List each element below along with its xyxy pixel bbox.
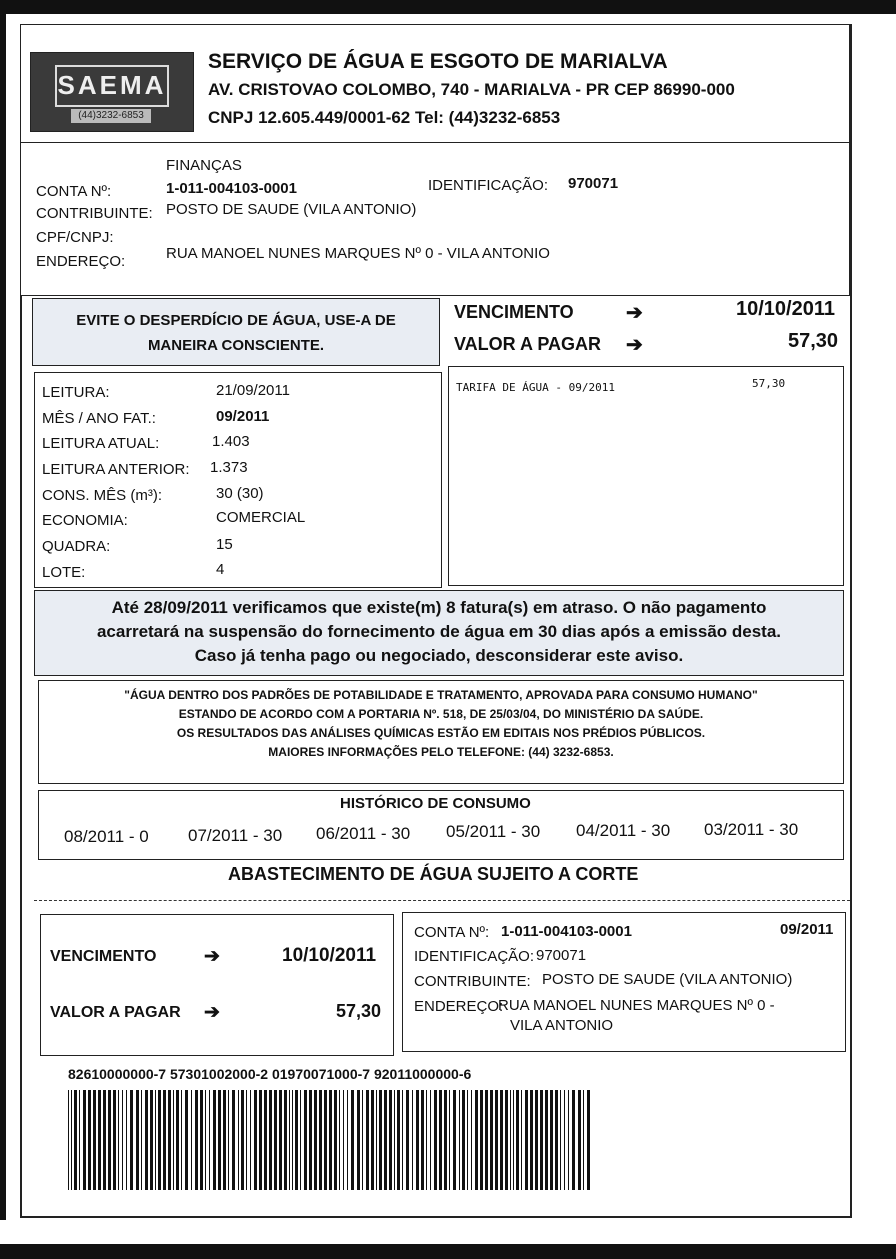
barcode-bar [505, 1090, 508, 1190]
barcode-bar [583, 1090, 584, 1190]
barcode-bar [490, 1090, 493, 1190]
barcode-bar [195, 1090, 198, 1190]
barcode-bar [181, 1090, 182, 1190]
barcode-bar [213, 1090, 216, 1190]
reading-label: LEITURA ANTERIOR: [42, 461, 190, 478]
waste-notice [32, 298, 440, 366]
barcode-bar [430, 1090, 431, 1190]
cpf-label: CPF/CNPJ: [36, 229, 114, 246]
barcode-bar [444, 1090, 447, 1190]
stub-vencimento-value: 10/10/2011 [282, 945, 377, 966]
barcode-bar [347, 1090, 348, 1190]
barcode-bar [141, 1090, 142, 1190]
barcode-bar [232, 1090, 235, 1190]
barcode-bar [329, 1090, 332, 1190]
barcode-bar [200, 1090, 203, 1190]
arrow-icon: ➔ [626, 302, 643, 324]
barcode-bar [108, 1090, 111, 1190]
stub-valor-value: 57,30 [336, 1001, 382, 1021]
quality-line2: ESTANDO DE ACORDO COM A PORTARIA Nº. 518, DE 25/03/04, DO MINISTÉRIO DA SAÚDE. [178, 707, 704, 721]
stub-payment-box [40, 914, 394, 1056]
company-cnpj: CNPJ 12.605.449/0001-62 Tel: (44)3232-6853 [208, 108, 561, 127]
reading-value: 1.403 [212, 433, 250, 450]
barcode-bar [185, 1090, 188, 1190]
vencimento-label: VENCIMENTO [454, 302, 574, 322]
barcode-bar [530, 1090, 533, 1190]
barcode-bar [495, 1090, 498, 1190]
reading-box [34, 372, 442, 588]
history-title: HISTÓRICO DE CONSUMO [340, 795, 531, 812]
barcode-bar [295, 1090, 298, 1190]
barcode-bar [334, 1090, 337, 1190]
charge-description: TARIFA DE ÁGUA - 09/2011 [456, 381, 615, 394]
history-item: 06/2011 - 30 [316, 824, 411, 843]
company-address: AV. CRISTOVAO COLOMBO, 740 - MARIALVA - PR CEP 86990-000 [208, 80, 735, 99]
reading-value: 15 [216, 536, 233, 553]
history-item: 08/2011 - 0 [64, 827, 149, 846]
history-item: 05/2011 - 30 [446, 822, 541, 841]
barcode-bar [384, 1090, 387, 1190]
barcode-bar [113, 1090, 116, 1190]
barcode-bar [578, 1090, 581, 1190]
quality-line4: MAIORES INFORMAÇÕES PELO TELEFONE: (44) 3232-6853. [268, 745, 614, 759]
barcode-bar [545, 1090, 548, 1190]
stub-contribuinte-value: POSTO DE SAUDE (VILA ANTONIO) [542, 971, 793, 988]
stub-contribuinte-label: CONTRIBUINTE: [414, 973, 531, 990]
barcode-bar [485, 1090, 488, 1190]
barcode-bar [241, 1090, 244, 1190]
barcode-bar [314, 1090, 317, 1190]
reading-value: 4 [216, 561, 225, 578]
barcode-bar [173, 1090, 174, 1190]
barcode-bar [228, 1090, 229, 1190]
scan-border-left [0, 0, 6, 1220]
barcode-bar [158, 1090, 161, 1190]
barcode-bar [568, 1090, 569, 1190]
arrow-icon: ➔ [204, 946, 220, 967]
reading-label: LOTE: [42, 564, 86, 581]
stub-conta-label: CONTA Nº: [414, 924, 490, 941]
barcode-bar [366, 1090, 369, 1190]
barcode-bar [191, 1090, 192, 1190]
barcode-bar [79, 1090, 80, 1190]
waste-notice-line2: MANEIRA CONSCIENTE. [147, 337, 325, 354]
barcode-bar [462, 1090, 465, 1190]
stub-endereco-label: ENDEREÇO: [414, 998, 504, 1015]
barcode-bar [309, 1090, 312, 1190]
reading-value: 09/2011 [216, 408, 270, 425]
overdue-line1: Até 28/09/2011 verificamos que existe(m) 8 fatura(s) em atraso. O não pagamento [111, 598, 767, 617]
barcode-bar [560, 1090, 561, 1190]
barcode-bar [439, 1090, 442, 1190]
overdue-notice [34, 590, 844, 676]
barcode-bar [145, 1090, 148, 1190]
barcode-digits: 82610000000-7 57301002000-2 01970071000-7 92011000000-6 [68, 1066, 472, 1082]
barcode-bar [74, 1090, 77, 1190]
vencimento-value: 10/10/2011 [736, 298, 835, 320]
barcode-bar [471, 1090, 472, 1190]
barcode-bar [421, 1090, 424, 1190]
barcode-bar [130, 1090, 133, 1190]
reading-label: ECONOMIA: [42, 512, 128, 529]
stub-valor-label: VALOR A PAGAR [50, 1004, 181, 1021]
barcode-bar [572, 1090, 575, 1190]
stub-identificacao-value: 970071 [536, 947, 587, 964]
barcode-bar [209, 1090, 210, 1190]
barcode-bar [264, 1090, 267, 1190]
stub-period: 09/2011 [780, 921, 834, 938]
endereco-value: RUA MANOEL NUNES MARQUES Nº 0 - VILA ANTONIO [166, 245, 550, 262]
barcode-bar [68, 1090, 69, 1190]
reading-label: QUADRA: [42, 538, 111, 555]
barcode-bar [516, 1090, 519, 1190]
charges-box [448, 366, 844, 586]
section-label: FINANÇAS [166, 157, 242, 174]
barcode-bar [259, 1090, 262, 1190]
history-item: 03/2011 - 30 [704, 820, 799, 839]
reading-value: 1.373 [210, 459, 248, 476]
endereco-label: ENDEREÇO: [36, 253, 126, 270]
company-logo [30, 52, 194, 132]
barcode-bar [587, 1090, 590, 1190]
cut-line [34, 900, 850, 901]
barcode-bar [122, 1090, 123, 1190]
barcode-bar [250, 1090, 251, 1190]
barcode-bar [238, 1090, 239, 1190]
valor-value: 57,30 [788, 330, 839, 352]
reading-label: MÊS / ANO FAT.: [42, 410, 156, 427]
barcode-bar [246, 1090, 247, 1190]
barcode-bar [88, 1090, 91, 1190]
history-item: 04/2011 - 30 [576, 821, 671, 840]
contribuinte-label: CONTRIBUINTE: [36, 205, 153, 222]
contribuinte-value: POSTO DE SAUDE (VILA ANTONIO) [166, 201, 417, 218]
barcode-bar [406, 1090, 409, 1190]
barcode-bar [500, 1090, 503, 1190]
reading-label: LEITURA ATUAL: [42, 435, 160, 452]
barcode-bar [98, 1090, 101, 1190]
barcode-bar [412, 1090, 413, 1190]
barcode-bar [459, 1090, 460, 1190]
barcode-bar [555, 1090, 558, 1190]
barcode-bar [168, 1090, 171, 1190]
barcode-bar [274, 1090, 277, 1190]
barcode-bar [339, 1090, 340, 1190]
stub-vencimento-label: VENCIMENTO [50, 948, 157, 965]
barcode-bar [351, 1090, 354, 1190]
identificacao-label: IDENTIFICAÇÃO: [428, 177, 549, 194]
barcode-bar [289, 1090, 290, 1190]
arrow-icon: ➔ [204, 1002, 220, 1023]
barcode-bar [513, 1090, 514, 1190]
barcode-bar [467, 1090, 468, 1190]
barcode-bar [521, 1090, 522, 1190]
logo-phone: (44)3232-6853 [71, 109, 151, 123]
barcode-bar [379, 1090, 382, 1190]
barcode [68, 1090, 592, 1190]
quality-line1: "ÁGUA DENTRO DOS PADRÕES DE POTABILIDADE E TRATAMENTO, APROVADA PARA CONSUMO HUMANO" [124, 688, 758, 702]
barcode-bar [300, 1090, 301, 1190]
reading-value: 21/09/2011 [216, 382, 290, 399]
scan-border-bottom [0, 1244, 896, 1259]
barcode-bar [371, 1090, 374, 1190]
stub-endereco-line1: RUA MANOEL NUNES MARQUES Nº 0 - [498, 997, 775, 1014]
barcode-bar [93, 1090, 96, 1190]
stub-endereco-line2: VILA ANTONIO [510, 1017, 614, 1034]
barcode-bar [324, 1090, 327, 1190]
barcode-bar [343, 1090, 344, 1190]
overdue-line3: Caso já tenha pago ou negociado, desconsiderar este aviso. [194, 646, 684, 665]
barcode-bar [304, 1090, 307, 1190]
identificacao-value: 970071 [568, 175, 619, 192]
barcode-bar [402, 1090, 403, 1190]
overdue-line2: acarretará na suspensão do fornecimento de água em 30 dias após a emissão desta. [96, 622, 782, 641]
barcode-bar [136, 1090, 139, 1190]
company-name: SERVIÇO DE ÁGUA E ESGOTO DE MARIALVA [208, 50, 668, 73]
barcode-bar [205, 1090, 206, 1190]
logo-text: SAEMA [55, 65, 169, 107]
barcode-bar [453, 1090, 456, 1190]
barcode-bar [525, 1090, 528, 1190]
barcode-bar [176, 1090, 179, 1190]
barcode-bar [292, 1090, 293, 1190]
barcode-bar [394, 1090, 395, 1190]
stub-identificacao-label: IDENTIFICAÇÃO: [414, 948, 535, 965]
barcode-bar [150, 1090, 153, 1190]
waste-notice-line1: EVITE O DESPERDÍCIO DE ÁGUA, USE-A DE [76, 312, 396, 329]
barcode-bar [510, 1090, 511, 1190]
barcode-bar [362, 1090, 363, 1190]
stub-conta-value: 1-011-004103-0001 [501, 923, 632, 940]
reading-label: LEITURA: [42, 384, 110, 401]
barcode-bar [254, 1090, 257, 1190]
barcode-bar [550, 1090, 553, 1190]
barcode-bar [426, 1090, 427, 1190]
arrow-icon: ➔ [626, 334, 643, 356]
barcode-bar [319, 1090, 322, 1190]
barcode-bar [223, 1090, 226, 1190]
barcode-bar [416, 1090, 419, 1190]
quality-line3: OS RESULTADOS DAS ANÁLISES QUÍMICAS ESTÃO EM EDITAIS NOS PRÉDIOS PÚBLICOS. [176, 726, 706, 740]
barcode-bar [155, 1090, 156, 1190]
barcode-bar [279, 1090, 282, 1190]
barcode-bar [284, 1090, 287, 1190]
barcode-bar [103, 1090, 106, 1190]
barcode-bar [449, 1090, 450, 1190]
valor-label: VALOR A PAGAR [454, 334, 601, 354]
barcode-bar [540, 1090, 543, 1190]
cut-warning: ABASTECIMENTO DE ÁGUA SUJEITO A CORTE [228, 864, 639, 884]
barcode-bar [126, 1090, 127, 1190]
reading-label: CONS. MÊS (m³): [42, 487, 162, 504]
barcode-bar [118, 1090, 119, 1190]
scan-border-top [0, 0, 896, 14]
barcode-bar [376, 1090, 377, 1190]
barcode-bar [397, 1090, 400, 1190]
barcode-bar [163, 1090, 166, 1190]
barcode-bar [83, 1090, 86, 1190]
conta-value: 1-011-004103-0001 [166, 180, 297, 197]
conta-label: CONTA Nº: [36, 183, 112, 200]
barcode-bar [218, 1090, 221, 1190]
reading-value: 30 (30) [216, 485, 264, 502]
barcode-bar [564, 1090, 565, 1190]
barcode-bar [475, 1090, 478, 1190]
charge-value: 57,30 [752, 377, 786, 390]
quality-notice [38, 680, 844, 784]
reading-value: COMERCIAL [216, 509, 306, 526]
barcode-bar [357, 1090, 360, 1190]
barcode-bar [269, 1090, 272, 1190]
barcode-bar [71, 1090, 72, 1190]
barcode-bar [535, 1090, 538, 1190]
history-item: 07/2011 - 30 [188, 826, 283, 845]
barcode-bar [434, 1090, 437, 1190]
barcode-bar [389, 1090, 392, 1190]
barcode-bar [480, 1090, 483, 1190]
